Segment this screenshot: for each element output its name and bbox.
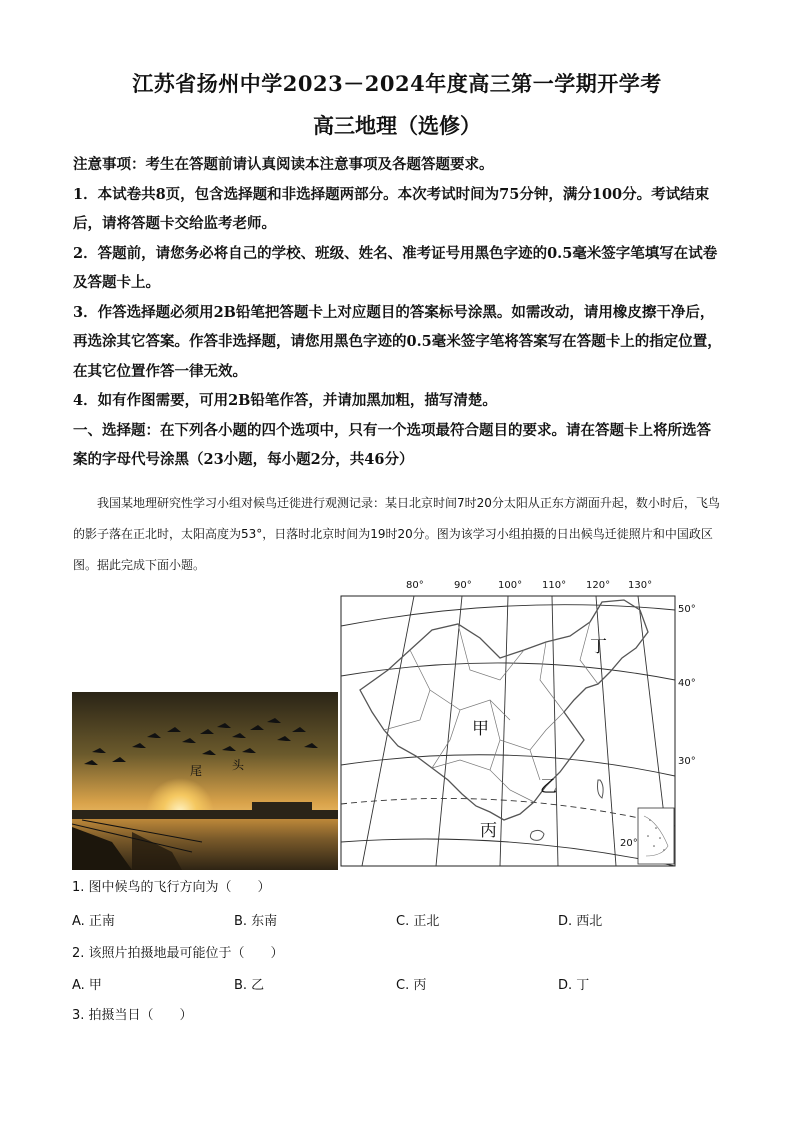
q2-option-a[interactable]: A. 甲 (72, 978, 102, 993)
exam-subtitle: 高三地理（选修） (313, 113, 481, 138)
question-material: 我国某地理研究性学习小组对候鸟迁徙进行观测记录：某日北京时间7时20分太阳从正东方湖面升起，数小时后，飞鸟的影子落在正北时，太阳高度为53°，日落时北京时间为19时20分。图为该学习小组拍摄的日出候鸟迁徙照片和中国政区图。据此完成下面小题。 (73, 496, 720, 572)
lat-label-20: 20° (620, 838, 638, 849)
question-2-stem: 2. 该照片拍摄地最可能位于（ ） (72, 946, 284, 961)
place-ding: 丁 (590, 637, 607, 657)
sunrise-birds-photo (72, 692, 338, 870)
place-bing: 丙 (480, 821, 497, 841)
instruction-4: 4．如有作图需要，可用2B铅笔作答，并请加黑加粗，描写清楚。 (73, 392, 497, 409)
lon-label-110: 110° (542, 580, 567, 591)
place-jia: 甲 (472, 719, 489, 739)
lat-label-40: 40° (678, 678, 696, 689)
q1-option-a[interactable]: A. 正南 (72, 914, 115, 929)
instructions-heading: 注意事项：考生在答题前请认真阅读本注意事项及各题答题要求。 (73, 156, 494, 173)
question-1-stem: 1. 图中候鸟的飞行方向为（ ） (72, 880, 271, 895)
lat-label-50: 50° (678, 604, 696, 615)
tail-label: 尾 (190, 764, 203, 778)
q1-option-d[interactable]: D. 西北 (558, 914, 603, 929)
instructions (73, 150, 723, 475)
section-heading: 一、选择题：在下列各小题的四个选项中，只有一个选项最符合题目的要求。请在答题卡上将所选答案的字母代号涂黑（23小题，每小题2分，共46分） (73, 421, 711, 468)
china-map (340, 580, 696, 870)
lon-label-100: 100° (498, 580, 523, 591)
lon-label-80: 80° (406, 580, 424, 591)
exam-title: 江苏省扬州中学2023－2024年度高三第一学期开学考 (132, 71, 662, 96)
q2-option-c[interactable]: C. 丙 (396, 978, 427, 993)
place-yi: 乙 (540, 777, 557, 797)
question-3-stem: 3. 拍摄当日（ ） (72, 1008, 193, 1023)
q2-option-b[interactable]: B. 乙 (234, 978, 265, 993)
lon-label-120: 120° (586, 580, 611, 591)
lon-label-90: 90° (454, 580, 472, 591)
q1-option-c[interactable]: C. 正北 (396, 914, 440, 929)
instruction-3: 3．作答选择题必须用2B铅笔把答题卡上对应题目的答案标号涂黑。如需改动，请用橡皮擦干净后，再选涂其它答案。作答非选择题，请您用黑色字迹的0.5毫米签字笔将答案写在答题卡上的指定位置，在其它位置作答一律无效。 (73, 303, 722, 380)
head-label: 头 (232, 758, 245, 772)
q1-option-b[interactable]: B. 东南 (234, 914, 278, 929)
lon-label-130: 130° (628, 580, 653, 591)
instruction-1: 1．本试卷共8页，包含选择题和非选择题两部分。本次考试时间为75分钟，满分100分。考试结束后，请将答题卡交给监考老师。 (73, 185, 710, 232)
q2-option-d[interactable]: D. 丁 (558, 978, 590, 993)
lat-label-30: 30° (678, 756, 696, 767)
instruction-2: 2．答题前，请您务必将自己的学校、班级、姓名、准考证号用黑色字迹的0.5毫米签字笔填写在试卷及答题卡上。 (73, 244, 718, 291)
